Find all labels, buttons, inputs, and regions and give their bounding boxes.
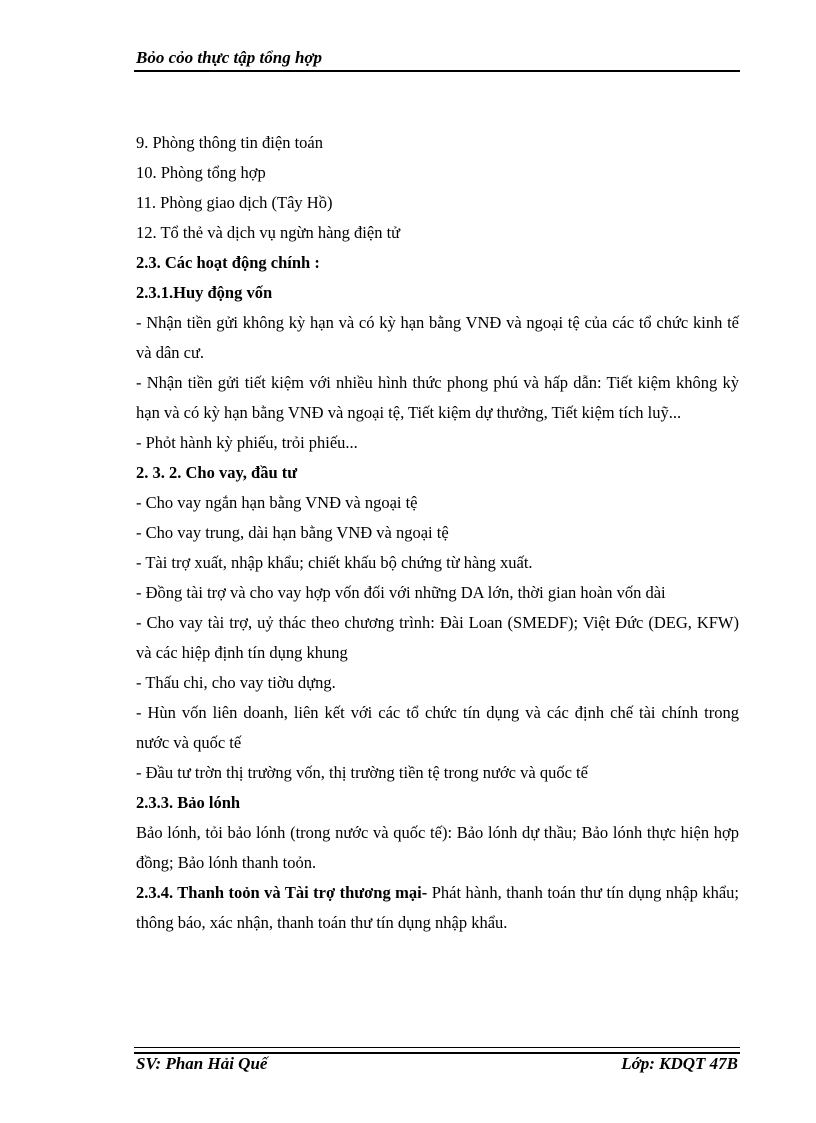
paragraph: Bảo lónh, tỏi bảo lónh (trong nước và quốc tế): Bảo lónh dự thầu; Bảo lónh thực hiện hợp đồng; Bảo lónh thanh toỏn. — [136, 823, 739, 872]
page-header-title: Bỏo cỏo thực tập tổng hợp — [136, 48, 323, 67]
paragraph: - Nhận tiền gửi không kỳ hạn và có kỳ hạn bằng VNĐ và ngoại tệ của các tổ chức kinh tế và dân cư. — [136, 313, 739, 362]
subsection-heading: 2.3.3. Bảo lónh — [136, 793, 241, 812]
header-divider — [134, 70, 740, 72]
paragraph — [136, 878, 739, 938]
subsection-heading: 2.3.4. Thanh toỏn và Tài trợ thương mại- — [136, 883, 428, 902]
paragraph: - Thấu chi, cho vay tiờu dựng. — [136, 673, 336, 692]
paragraph: - Hùn vốn liên doanh, liên kết với các tổ chức tín dụng và các định chế tài chính trong nước và quốc tế — [136, 703, 739, 752]
list-item: 12. Tổ thẻ và dịch vụ ngừn hàng điện tử — [136, 223, 401, 242]
paragraph: - Cho vay trung, dài hạn bằng VNĐ và ngoại tệ — [136, 523, 449, 542]
footer-divider — [134, 1047, 740, 1054]
paragraph: - Nhận tiền gửi tiết kiệm với nhiều hình thức phong phú và hấp dẫn: Tiết kiệm không kỳ hạn và có kỳ hạn bằng VNĐ và ngoại tệ, Tiết kiệm dự thưởng, Tiết kiệm tích luỹ... — [136, 373, 739, 422]
footer-student-name: SV: Phan Hải Quế — [136, 1054, 268, 1073]
section-heading: 2.3. Các hoạt động chính : — [136, 253, 320, 272]
footer-class: Lớp: KDQT 47B — [621, 1054, 738, 1073]
list-item: 9. Phòng thông tin điện toán — [136, 133, 323, 152]
list-item: 10. Phòng tổng hợp — [136, 163, 266, 182]
paragraph: - Đầu tư trờn thị trường vốn, thị trường tiền tệ trong nước và quốc tế — [136, 763, 588, 782]
paragraph: - Phỏt hành kỳ phiếu, trỏi phiếu... — [136, 433, 358, 452]
subsection-heading: 2.3.1.Huy động vốn — [136, 283, 273, 302]
paragraph-text: Phát hành, thanh toán thư tín dụng nhập khẩu; thông báo, xác nhận, thanh toán thư tín dụng nhập khẩu. — [136, 883, 739, 932]
paragraph: - Cho vay tài trợ, uỷ thác theo chương trình: Đài Loan (SMEDF); Việt Đức (DEG, KFW) và các hiệp định tín dụng khung — [136, 613, 739, 662]
list-item: 11. Phòng giao dịch (Tây Hồ) — [136, 193, 333, 212]
paragraph: - Tài trợ xuất, nhập khẩu; chiết khấu bộ chứng từ hàng xuất. — [136, 553, 533, 572]
paragraph: - Đồng tài trợ và cho vay hợp vốn đối với những DA lớn, thời gian hoàn vốn dài — [136, 583, 666, 602]
document-body — [136, 128, 739, 938]
paragraph: - Cho vay ngắn hạn bằng VNĐ và ngoại tệ — [136, 493, 418, 512]
subsection-heading: 2. 3. 2. Cho vay, đầu tư — [136, 463, 298, 482]
